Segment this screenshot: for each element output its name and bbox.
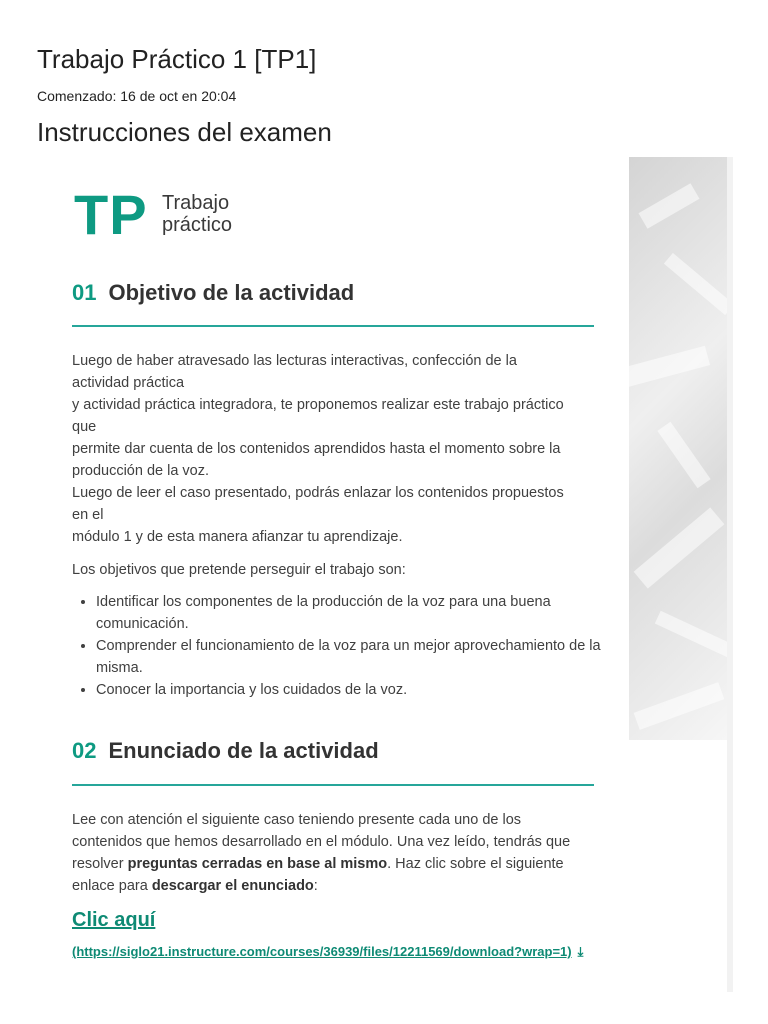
section-divider [72, 784, 594, 786]
tp-logo: TP [74, 183, 148, 246]
enunciado-bold-text: preguntas cerradas en base al mismo [127, 856, 388, 872]
objectives-lead: Los objetivos que pretende perseguir el trabajo son: [72, 562, 406, 578]
enunciado-text: . Haz clic sobre el siguiente enlace para [72, 856, 564, 894]
objective-line: producción de la voz. [72, 463, 210, 479]
objective-line: actividad práctica [72, 375, 185, 391]
download-url-link[interactable] [72, 940, 594, 964]
section-number: 01 [72, 280, 97, 305]
page-title: Trabajo Práctico 1 [TP1] [37, 44, 317, 74]
download-link[interactable]: Clic aquí [72, 909, 156, 931]
objective-line: que [72, 419, 97, 435]
objective-line: permite dar cuenta de los contenidos aprendidos hasta el momento sobre la [72, 441, 561, 457]
tp-logo-line1: Trabajo [162, 192, 230, 214]
list-item: • Conocer la importancia y los cuidados de la voz. [96, 679, 618, 701]
download-url-text: (https://siglo21.instructure.com/courses/36939/files/12211569/download?wrap=1) [72, 944, 572, 959]
objective-line: y actividad práctica integradora, te proponemos realizar este trabajo práctico [72, 397, 564, 413]
enunciado-paragraph [72, 809, 594, 897]
list-item: • Identificar los componentes de la producción de la voz para una buena comunicación. [96, 591, 618, 635]
objective-paragraph [72, 350, 594, 548]
objectives-list [72, 591, 618, 701]
section-heading-objetivo [72, 280, 354, 306]
section-heading-enunciado [72, 738, 379, 764]
instructions-title: Instrucciones del examen [37, 117, 332, 147]
list-item: • Comprender el funcionamiento de la voz para un mejor aprovechamiento de la misma. [96, 635, 618, 679]
decorative-side-image [629, 157, 727, 740]
objective-line: Luego de leer el caso presentado, podrás enlazar los contenidos propuestos [72, 485, 564, 501]
tp-logo-text [162, 192, 232, 236]
enunciado-text: : [313, 878, 318, 894]
objective-line: módulo 1 y de esta manera afianzar tu aprendizaje. [72, 529, 403, 545]
section-divider [72, 325, 594, 327]
enunciado-bold-text: descargar el enunciado [151, 878, 314, 894]
section-title: Objetivo de la actividad [108, 280, 355, 305]
objective-line: en el [72, 507, 104, 523]
download-arrow-icon[interactable]: ⤓ [577, 944, 584, 959]
enunciado-text: Lee con atención el siguiente caso teniendo presente cada uno de los contenidos que hemos desarrollado en el módulo. Una vez leído, tendrás que resolver [72, 812, 571, 872]
section-title: Enunciado de la actividad [108, 738, 379, 763]
objective-line: Luego de haber atravesado las lecturas interactivas, confección de la [72, 353, 517, 369]
content-scroll-edge [727, 157, 733, 992]
started-timestamp: Comenzado: 16 de oct en 20:04 [37, 88, 237, 104]
tp-logo-line2: práctico [162, 214, 233, 236]
section-number: 02 [72, 738, 97, 763]
